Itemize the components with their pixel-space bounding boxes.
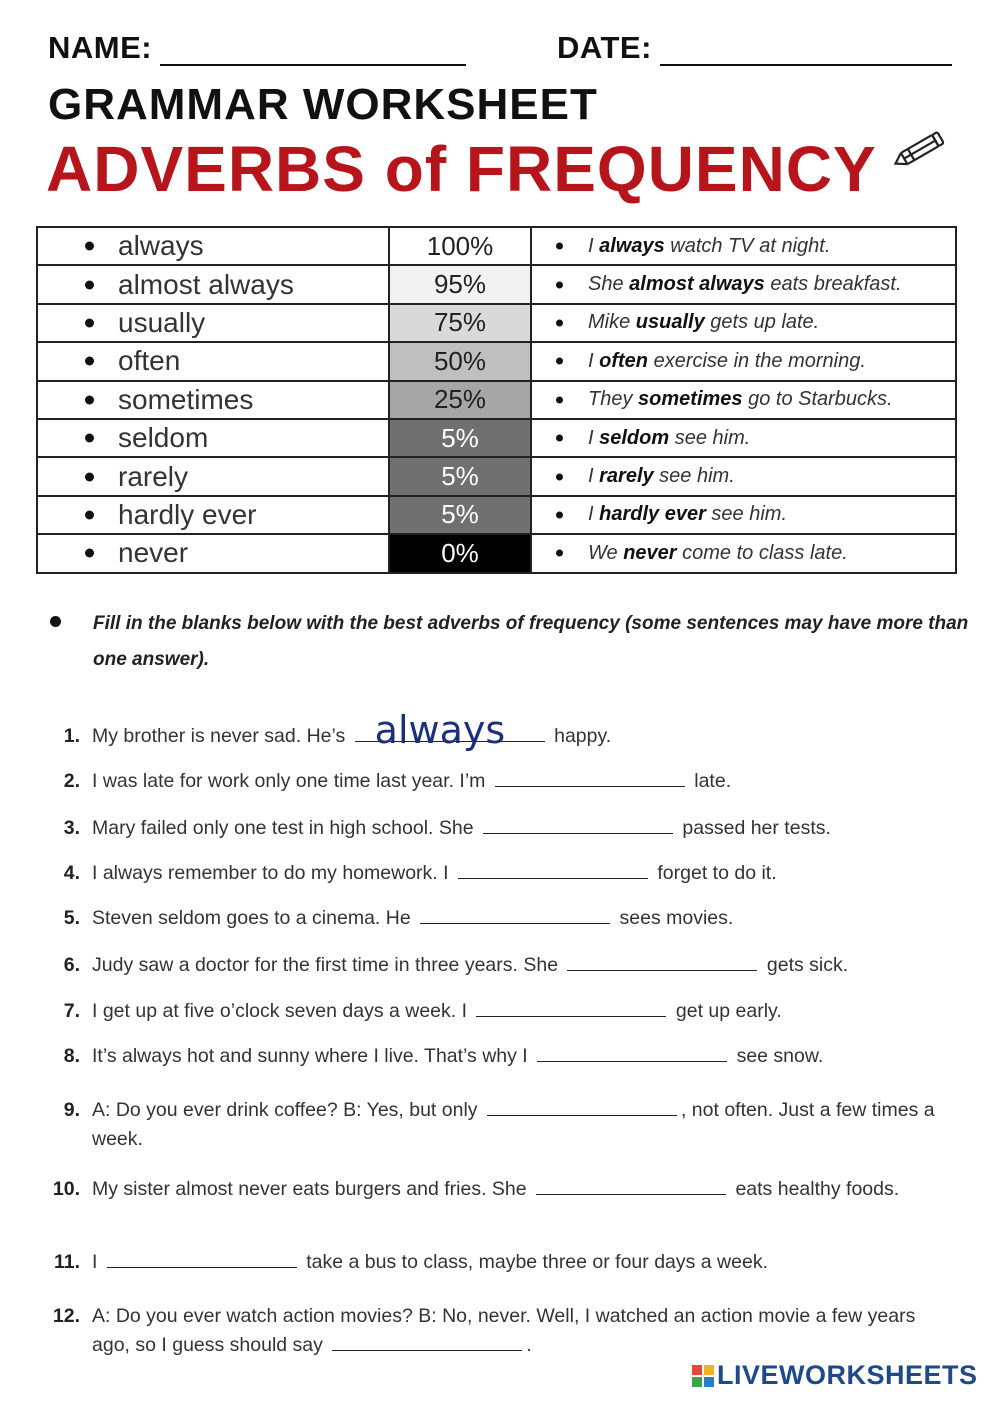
answer-blank[interactable]	[483, 815, 673, 834]
pencil-icon	[890, 125, 950, 175]
adverb-cell	[37, 419, 389, 457]
frequency-row	[37, 496, 956, 534]
question-item	[48, 951, 958, 980]
name-label: NAME:	[48, 30, 153, 65]
example-pre: We	[588, 541, 624, 564]
question-before: I always remember to do my homework. I	[92, 862, 449, 884]
question-before: I	[92, 1251, 98, 1273]
frequency-row	[37, 304, 956, 342]
question-item	[48, 1096, 958, 1154]
question-number: 3.	[63, 817, 80, 839]
question-before: Steven seldom goes to a cinema. He	[92, 907, 411, 929]
adverb-label: sometimes	[118, 383, 254, 415]
example-post: see him.	[705, 503, 788, 526]
bullet-icon	[85, 472, 94, 481]
example-cell	[531, 342, 956, 380]
answer-blank[interactable]	[495, 768, 685, 787]
example-sentence	[554, 350, 866, 372]
example-cell	[531, 265, 956, 303]
question-after: take a bus to class, maybe three or four days a week.	[306, 1251, 769, 1273]
answer-blank[interactable]	[420, 905, 610, 924]
question-before: My sister almost never eats burgers and fries. She	[92, 1178, 527, 1200]
question-after: , not often. Just a few times a week.	[92, 1099, 935, 1150]
adverb-cell	[37, 227, 389, 265]
percent-cell: 25%	[389, 381, 531, 419]
example-adverb: always	[599, 234, 665, 257]
question-text	[92, 708, 958, 752]
percent-cell: 75%	[389, 304, 531, 342]
frequency-row	[37, 381, 956, 419]
question-number: 6.	[63, 954, 80, 976]
bullet-icon	[556, 281, 563, 288]
frequency-table	[36, 226, 957, 574]
question-text	[92, 951, 958, 980]
bullet-icon	[85, 434, 94, 443]
question-item	[48, 1302, 958, 1360]
adverb-cell	[37, 342, 389, 380]
example-post: go to Starbucks.	[742, 388, 893, 411]
question-item	[48, 997, 958, 1026]
percent-cell: 95%	[389, 265, 531, 303]
frequency-row	[37, 342, 956, 380]
frequency-row	[37, 227, 956, 265]
question-after: gets sick.	[766, 954, 849, 976]
answer-blank[interactable]	[487, 1097, 677, 1116]
question-item	[48, 814, 958, 843]
question-item	[48, 1042, 958, 1071]
answer-text: always	[374, 708, 506, 752]
adverb-cell	[37, 381, 389, 419]
adverb-label: always	[118, 230, 204, 262]
question-text	[92, 1042, 958, 1071]
adverb-cell	[37, 457, 389, 495]
question-before: It’s always hot and sunny where I live. That’s why I	[92, 1045, 528, 1067]
adverb-label: rarely	[118, 460, 189, 492]
question-number: 10.	[52, 1178, 80, 1200]
worksheet-title: GRAMMAR WORKSHEET	[48, 80, 598, 129]
question-after: sees movies.	[619, 907, 734, 929]
bullet-icon	[85, 510, 94, 519]
question-after: happy.	[554, 725, 612, 747]
example-pre: I	[588, 465, 600, 488]
example-sentence	[554, 311, 819, 333]
example-pre: Mike	[588, 311, 636, 334]
percent-cell: 0%	[389, 534, 531, 572]
frequency-row	[37, 534, 956, 572]
bullet-icon	[556, 243, 563, 250]
question-number: 7.	[63, 1000, 80, 1022]
instructions	[50, 606, 970, 678]
question-number: 2.	[63, 770, 80, 792]
date-blank[interactable]	[660, 30, 952, 66]
example-post: see him.	[653, 465, 735, 488]
example-cell	[531, 496, 956, 534]
example-post: eats breakfast.	[764, 273, 902, 296]
question-item	[48, 1175, 958, 1204]
answer-blank[interactable]	[476, 998, 666, 1017]
bullet-icon	[85, 280, 94, 289]
adverb-label: usually	[118, 306, 206, 338]
example-post: come to class late.	[676, 541, 848, 564]
example-sentence	[554, 465, 735, 487]
date-field	[557, 30, 952, 66]
question-item	[48, 767, 958, 796]
percent-cell: 50%	[389, 342, 531, 380]
bullet-icon	[556, 473, 563, 480]
example-post: exercise in the morning.	[648, 349, 866, 372]
question-number: 1.	[63, 725, 80, 747]
adverb-label: often	[118, 345, 181, 377]
example-adverb: never	[623, 541, 677, 564]
answer-blank[interactable]	[332, 1332, 522, 1351]
answer-blank[interactable]	[536, 1176, 726, 1195]
liveworksheets-logo-icon	[692, 1365, 714, 1387]
question-before: I was late for work only one time last year. I’m	[92, 770, 486, 792]
question-before: A: Do you ever watch action movies? B: No, never. Well, I watched an action movie a few years ago, so I guess should say	[92, 1305, 916, 1356]
bullet-icon	[50, 616, 61, 627]
example-pre: I	[588, 349, 600, 372]
question-after: .	[526, 1334, 532, 1356]
adverb-cell	[37, 265, 389, 303]
answer-blank[interactable]	[537, 1043, 727, 1062]
question-text	[92, 1302, 958, 1360]
bullet-icon	[85, 318, 94, 327]
question-item	[48, 859, 958, 888]
answer-blank[interactable]	[458, 860, 648, 879]
bullet-icon	[85, 242, 94, 251]
example-sentence	[554, 503, 787, 525]
question-number: 8.	[63, 1045, 80, 1067]
question-before: I get up at five o’clock seven days a week. I	[92, 1000, 468, 1022]
question-text	[92, 997, 958, 1026]
example-cell	[531, 227, 956, 265]
answer-blank[interactable]	[355, 708, 545, 752]
question-before: A: Do you ever drink coffee? B: Yes, but only	[92, 1099, 478, 1121]
frequency-row	[37, 457, 956, 495]
question-after: eats healthy foods.	[735, 1178, 900, 1200]
question-text	[92, 767, 958, 796]
name-field	[48, 30, 466, 66]
question-after: late.	[694, 770, 732, 792]
example-post: gets up late.	[704, 311, 820, 334]
question-before: Mary failed only one test in high school. She	[92, 817, 474, 839]
example-sentence	[554, 235, 830, 257]
example-adverb: often	[599, 349, 649, 372]
main-title: ADVERBS of FREQUENCY	[46, 133, 877, 205]
question-text	[92, 859, 958, 888]
frequency-row	[37, 419, 956, 457]
example-sentence	[554, 388, 893, 410]
example-adverb: seldom	[599, 426, 670, 449]
percent-cell: 5%	[389, 496, 531, 534]
bullet-icon	[556, 511, 563, 518]
example-cell	[531, 381, 956, 419]
example-pre: She	[588, 273, 630, 296]
adverb-cell	[37, 534, 389, 572]
bullet-icon	[85, 357, 94, 366]
adverb-label: seldom	[118, 422, 209, 454]
instructions-text: Fill in the blanks below with the best adverbs of frequency (some sentences may have more than one answer).	[93, 613, 969, 670]
adverb-cell	[37, 304, 389, 342]
question-item	[48, 708, 958, 752]
frequency-row	[37, 265, 956, 303]
bullet-icon	[556, 358, 563, 365]
question-number: 9.	[63, 1099, 80, 1121]
bullet-icon	[85, 549, 94, 558]
question-after: get up early.	[675, 1000, 782, 1022]
question-number: 4.	[63, 862, 80, 884]
example-adverb: rarely	[599, 465, 654, 488]
example-adverb: hardly ever	[599, 503, 706, 526]
bullet-icon	[556, 435, 563, 442]
example-cell	[531, 304, 956, 342]
answer-blank[interactable]	[107, 1249, 297, 1268]
example-pre: I	[588, 426, 600, 449]
question-text	[92, 1248, 958, 1277]
example-adverb: sometimes	[638, 388, 743, 411]
adverb-label: almost always	[118, 268, 294, 300]
bullet-icon	[556, 319, 563, 326]
question-number: 12.	[52, 1305, 80, 1327]
name-blank[interactable]	[160, 30, 466, 66]
example-post: watch TV at night.	[664, 234, 831, 257]
example-cell	[531, 419, 956, 457]
question-text	[92, 1175, 958, 1204]
bullet-icon	[556, 550, 563, 557]
percent-cell: 5%	[389, 419, 531, 457]
question-item	[48, 1248, 958, 1277]
percent-cell: 100%	[389, 227, 531, 265]
question-number: 11.	[53, 1251, 80, 1273]
answer-blank[interactable]	[567, 952, 757, 971]
example-pre: I	[588, 503, 600, 526]
example-sentence	[554, 427, 750, 449]
question-before: My brother is never sad. He’s	[92, 725, 346, 747]
percent-cell: 5%	[389, 457, 531, 495]
date-label: DATE:	[557, 30, 652, 65]
liveworksheets-logo	[692, 1360, 978, 1391]
example-sentence	[554, 542, 848, 564]
adverb-label: hardly ever	[118, 498, 257, 530]
question-text	[92, 1096, 958, 1154]
example-pre: I	[588, 234, 600, 257]
example-cell	[531, 534, 956, 572]
question-text	[92, 904, 958, 933]
adverb-cell	[37, 496, 389, 534]
bullet-icon	[556, 396, 563, 403]
question-number: 5.	[63, 907, 80, 929]
example-adverb: usually	[635, 311, 705, 334]
question-after: see snow.	[736, 1045, 824, 1067]
question-after: forget to do it.	[657, 862, 777, 884]
example-cell	[531, 457, 956, 495]
example-post: see him.	[669, 426, 751, 449]
example-adverb: almost always	[629, 273, 765, 296]
question-text	[92, 814, 958, 843]
question-item	[48, 904, 958, 933]
example-sentence	[554, 273, 902, 295]
question-before: Judy saw a doctor for the first time in three years. She	[92, 954, 559, 976]
example-pre: They	[588, 388, 639, 411]
logo-text: LIVEWORKSHEETS	[717, 1360, 978, 1390]
question-after: passed her tests.	[682, 817, 831, 839]
adverb-label: never	[118, 537, 189, 569]
bullet-icon	[85, 395, 94, 404]
